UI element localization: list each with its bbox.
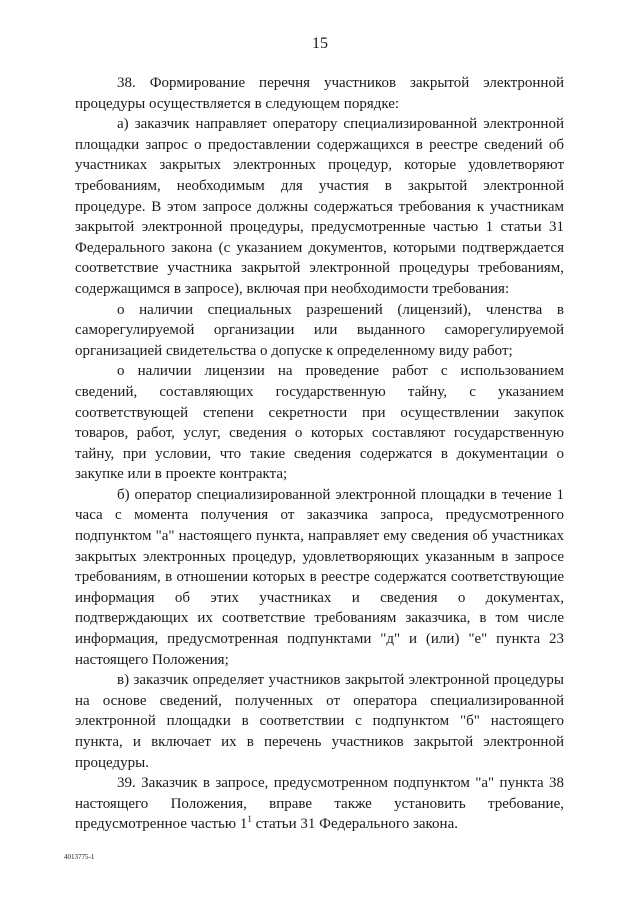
requirement-licenses: о наличии специальных разрешений (лицензий), членства в саморегулируемой организации или выданного саморегулируемой организацией свидетельства о допуске к определенному виду работ;	[75, 301, 564, 359]
paragraph-39-text: 39. Заказчик в запросе, предусмотренном подпунктом "а" пункта 38 настоящего Положения, вправе также установить требование, предусмотренное частью 1	[75, 775, 564, 833]
subitem-a: а) заказчик направляет оператору специализированной электронной площадки запрос о предоставлении содержащихся в реестре сведений об участниках закрытых электронных процедур, которые удовлетворяют требованиям, необходимым для участия в закрытой электронной процедуре. В этом запросе должны содержаться требования к участникам закрытой электронной процедуры, предусмотренные частью 1 статьи 31 Федерального закона (с указанием документов, которыми подтверждается соответствие участника закрытой электронной процедуры требованиям, содержащимся в запросе), включая при необходимости требования:	[75, 116, 564, 297]
subitem-b: б) оператор специализированной электронной площадки в течение 1 часа с момента получения от заказчика запроса, предусмотренного подпунктом "а" настоящего пункта, направляет ему сведения об участниках закрытых электронных процедур, удовлетворяющих указанным в запросе требованиям, в отношении которых в реестре содержатся соответствующие информация об этих участниках и сведения о документах, подтверждающих их соответствие требованиям заказчика, в том числе информация, предусмотренная подпунктами "д" и (или) "е" пункта 23 настоящего Положения;	[75, 486, 564, 668]
paragraph-38: 38. Формирование перечня участников закрытой электронной процедуры осуществляется в следующем порядке:	[75, 75, 564, 112]
document-code: 4013775-1	[64, 853, 95, 861]
page-number: 15	[312, 35, 328, 52]
requirement-state-secret: о наличии лицензии на проведение работ с использованием сведений, составляющих государственную тайну, с указанием соответствующей степени секретности при осуществлении закупок товаров, работ, услуг, сведения о которых составляют государственную тайну, при условии, что такие сведения содержатся в документации о закупке или в проекте контракта;	[75, 363, 564, 483]
paragraph-39	[75, 773, 564, 835]
paragraph-39-tail: статьи 31 Федерального закона.	[251, 816, 458, 833]
subitem-v: в) заказчик определяет участников закрытой электронной процедуры на основе сведений, полученных от оператора специализированной электронной площадки в соответствии с подпунктом "б" настоящего пункта, и включает их в перечень участников закрытой электронной процедуры.	[75, 672, 564, 771]
superscript-mark: 1	[247, 814, 252, 825]
document-body	[75, 73, 564, 835]
